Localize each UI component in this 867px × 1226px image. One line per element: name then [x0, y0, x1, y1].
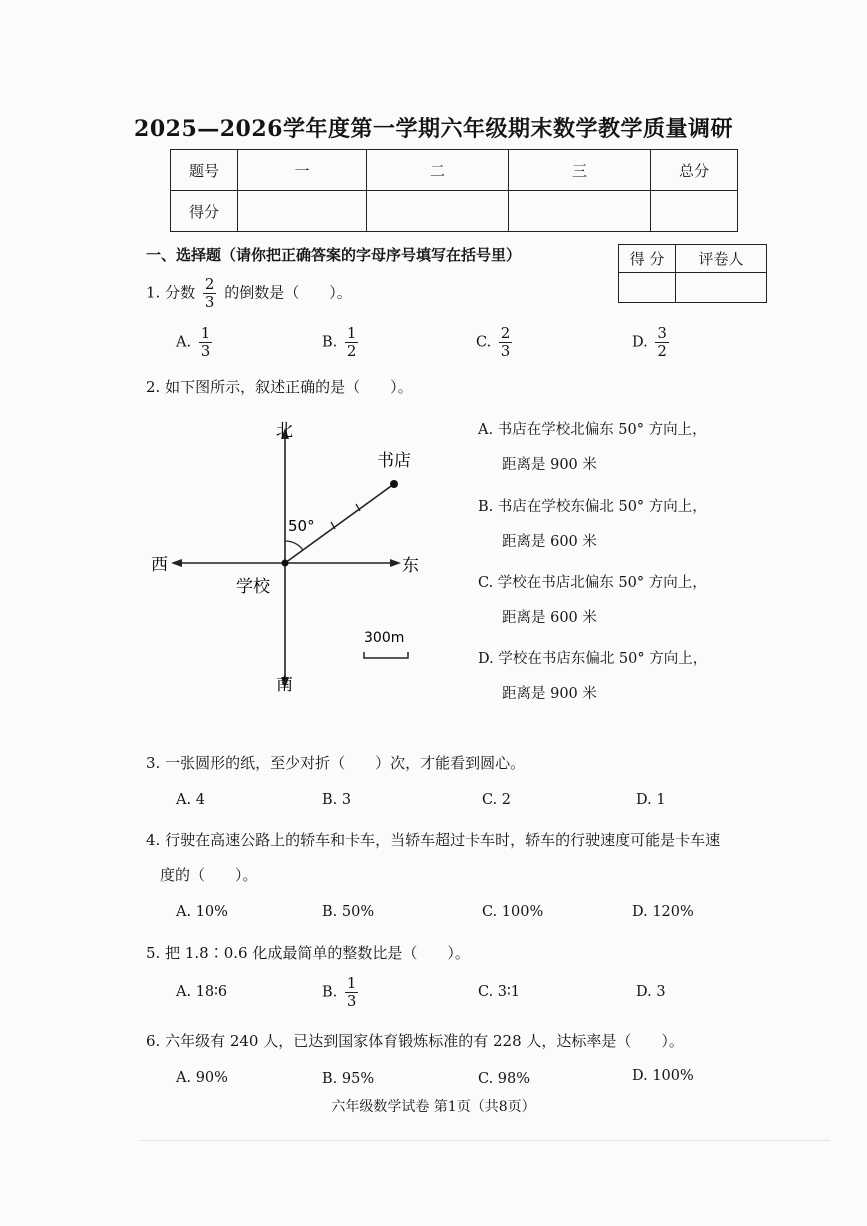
question-5-option-d[interactable]: D. 3 — [636, 984, 666, 1000]
fraction-denominator: 3 — [500, 342, 511, 360]
option-fraction — [345, 325, 359, 360]
question-2: 2. 如下图所示，叙述正确的是（ ）。 — [146, 378, 413, 396]
question-5-option-c[interactable]: C. 3∶1 — [478, 984, 521, 1000]
grader-score-label: 得 分 — [619, 245, 676, 273]
score-cell-total[interactable] — [651, 191, 738, 232]
question-3-option-d[interactable]: D. 1 — [636, 792, 666, 808]
score-table-header-1: 一 — [238, 150, 367, 191]
question-2-option-d[interactable] — [478, 647, 707, 703]
question-3-option-a[interactable]: A. 4 — [176, 792, 205, 808]
angle-label: 50° — [288, 517, 315, 535]
question-3-option-c[interactable]: C. 2 — [482, 792, 512, 808]
school-point — [282, 560, 289, 567]
question-6-option-c[interactable]: C. 98% — [478, 1071, 531, 1087]
option-text: 距离是 600 米 — [502, 610, 597, 626]
question-3-option-b[interactable]: B. 3 — [322, 792, 352, 808]
question-6: 6. 六年级有 240 人，已达到国家体育锻炼标准的有 228 人，达标率是（ ）。 — [146, 1032, 684, 1050]
question-4-option-a[interactable]: A. 10% — [176, 904, 228, 920]
fraction-numerator: 1 — [346, 974, 357, 992]
score-cell-1[interactable] — [238, 191, 367, 232]
option-label: B. — [322, 334, 338, 351]
fraction-numerator: 3 — [657, 324, 667, 342]
fraction-numerator: 2 — [500, 324, 511, 342]
question-4-line-1: 4. 行驶在高速公路上的轿车和卡车，当轿车超过卡车时，轿车的行驶速度可能是卡车速 — [146, 831, 721, 849]
question-4-option-d[interactable]: D. 120% — [632, 904, 694, 920]
option-fraction — [499, 325, 513, 360]
grader-score-cell[interactable] — [619, 273, 676, 303]
option-fraction — [199, 325, 213, 360]
option-text: C. 学校在书店北偏东 50° 方向上， — [478, 575, 707, 591]
scan-edge-line — [140, 1140, 830, 1141]
scale-bar — [364, 652, 408, 658]
school-label: 学校 — [236, 577, 270, 597]
scale-label: 300m — [364, 630, 405, 646]
west-arrow-icon — [171, 559, 182, 567]
bookstore-point — [390, 480, 398, 488]
question-1-option-b[interactable] — [322, 325, 361, 360]
fraction-numerator: 1 — [346, 324, 357, 342]
page-footer: 六年级数学试卷 第1页（共8页） — [331, 1099, 536, 1115]
option-text: D. 学校在书店东偏北 50° 方向上， — [478, 651, 708, 667]
question-1-option-c[interactable] — [476, 325, 515, 360]
bookstore-label: 书店 — [377, 451, 411, 471]
question-1-prefix: 1. 分数 — [146, 283, 196, 302]
question-1-option-d[interactable] — [632, 325, 672, 360]
option-text: 距离是 900 米 — [502, 457, 597, 473]
question-1-option-a[interactable] — [176, 325, 215, 360]
angle-arc — [285, 541, 303, 550]
fraction-numerator: 2 — [204, 275, 215, 293]
section-title: 一、选择题（请你把正确答案的字母序号填写在括号里） — [146, 246, 522, 264]
option-fraction — [345, 975, 359, 1010]
score-table-header-total: 总分 — [651, 150, 738, 191]
option-text: 距离是 900 米 — [502, 686, 597, 702]
question-3: 3. 一张圆形的纸，至少对折（ ）次，才能看到圆心。 — [146, 754, 526, 772]
question-6-option-b[interactable]: B. 95% — [322, 1071, 375, 1087]
fraction-denominator: 2 — [346, 342, 357, 360]
question-1 — [146, 276, 352, 311]
option-label: A. — [176, 334, 192, 351]
option-text: B. 书店在学校东偏北 50° 方向上， — [478, 499, 707, 515]
question-2-option-c[interactable] — [478, 571, 707, 627]
grader-name-label: 评卷人 — [676, 245, 767, 273]
score-table — [170, 149, 738, 232]
fraction-denominator: 3 — [204, 293, 215, 311]
fraction-denominator: 2 — [657, 342, 667, 360]
score-cell-3[interactable] — [509, 191, 651, 232]
question-6-option-a[interactable]: A. 90% — [176, 1070, 228, 1086]
question-4-line-2: 度的（ ）。 — [160, 866, 258, 884]
grader-name-cell[interactable] — [676, 273, 767, 303]
option-label: D. — [632, 334, 648, 351]
south-label: 南 — [276, 675, 293, 695]
question-1-suffix: 的倒数是（ ）。 — [224, 283, 352, 302]
question-5-option-a[interactable]: A. 18∶6 — [176, 984, 228, 1000]
exam-title: 2025—2026学年度第一学期六年级期末数学教学质量调研 — [134, 116, 733, 142]
score-table-row-label: 得分 — [171, 191, 238, 232]
question-4-option-c[interactable]: C. 100% — [482, 904, 544, 920]
score-table-header-2: 二 — [367, 150, 509, 191]
north-label: 北 — [276, 421, 293, 441]
west-label: 西 — [151, 555, 168, 575]
compass-diagram — [145, 412, 435, 702]
question-2-option-b[interactable] — [478, 495, 707, 551]
score-table-header-label: 题号 — [171, 150, 238, 191]
option-text: 距离是 600 米 — [502, 534, 597, 550]
score-table-header-3: 三 — [509, 150, 651, 191]
option-label: B. — [322, 984, 338, 1001]
question-1-fraction — [203, 276, 217, 311]
question-6-option-d[interactable]: D. 100% — [632, 1068, 694, 1084]
east-arrow-icon — [390, 559, 401, 567]
grader-table — [618, 244, 767, 303]
option-label: C. — [476, 334, 492, 351]
option-text: A. 书店在学校北偏东 50° 方向上， — [478, 422, 707, 438]
fraction-denominator: 3 — [200, 342, 211, 360]
question-5-option-b[interactable] — [322, 975, 361, 1010]
score-cell-2[interactable] — [367, 191, 509, 232]
east-label: 东 — [402, 556, 419, 576]
option-fraction — [655, 325, 669, 360]
fraction-numerator: 1 — [200, 324, 211, 342]
question-4-option-b[interactable]: B. 50% — [322, 904, 375, 920]
question-5: 5. 把 1.8∶0.6 化成最简单的整数比是（ ）。 — [146, 944, 470, 962]
fraction-denominator: 3 — [346, 992, 357, 1010]
question-2-option-a[interactable] — [478, 418, 707, 474]
